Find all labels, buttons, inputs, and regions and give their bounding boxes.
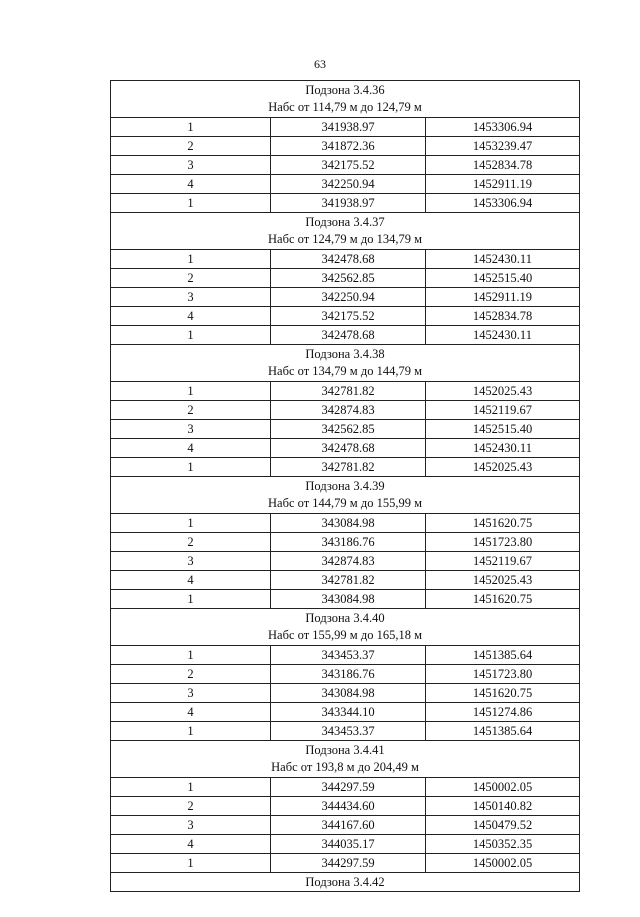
x-coordinate-cell: 343084.98 <box>271 590 426 609</box>
x-coordinate-cell: 342478.68 <box>271 250 426 269</box>
point-number-cell: 1 <box>111 326 271 345</box>
point-number-cell: 2 <box>111 269 271 288</box>
x-coordinate-cell: 344167.60 <box>271 816 426 835</box>
x-coordinate-cell: 343084.98 <box>271 684 426 703</box>
zone-header-row <box>111 609 580 646</box>
zone-height-range: Набс от 114,79 м до 124,79 м <box>268 100 422 114</box>
point-number-cell: 1 <box>111 382 271 401</box>
y-coordinate-cell: 1451723.80 <box>426 665 580 684</box>
table-row <box>111 684 580 703</box>
zone-header <box>111 81 580 118</box>
y-coordinate-cell: 1453239.47 <box>426 137 580 156</box>
table-row <box>111 665 580 684</box>
y-coordinate-cell: 1452025.43 <box>426 382 580 401</box>
point-number-cell: 1 <box>111 250 271 269</box>
zone-header <box>111 345 580 382</box>
table-row <box>111 250 580 269</box>
x-coordinate-cell: 341938.97 <box>271 118 426 137</box>
point-number-cell: 1 <box>111 118 271 137</box>
point-number-cell: 1 <box>111 194 271 213</box>
table-row <box>111 778 580 797</box>
x-coordinate-cell: 342562.85 <box>271 420 426 439</box>
point-number-cell: 1 <box>111 458 271 477</box>
table-row <box>111 722 580 741</box>
point-number-cell: 4 <box>111 835 271 854</box>
point-number-cell: 1 <box>111 590 271 609</box>
table-row <box>111 646 580 665</box>
y-coordinate-cell: 1451723.80 <box>426 533 580 552</box>
table-row <box>111 118 580 137</box>
x-coordinate-cell: 342874.83 <box>271 552 426 571</box>
x-coordinate-cell: 344297.59 <box>271 854 426 873</box>
x-coordinate-cell: 342250.94 <box>271 175 426 194</box>
y-coordinate-cell: 1450140.82 <box>426 797 580 816</box>
y-coordinate-cell: 1452430.11 <box>426 326 580 345</box>
y-coordinate-cell: 1452430.11 <box>426 439 580 458</box>
y-coordinate-cell: 1452515.40 <box>426 420 580 439</box>
y-coordinate-cell: 1451620.75 <box>426 684 580 703</box>
table-row <box>111 175 580 194</box>
y-coordinate-cell: 1452911.19 <box>426 288 580 307</box>
x-coordinate-cell: 342175.52 <box>271 307 426 326</box>
y-coordinate-cell: 1452911.19 <box>426 175 580 194</box>
y-coordinate-cell: 1453306.94 <box>426 118 580 137</box>
table-row <box>111 703 580 722</box>
y-coordinate-cell: 1452025.43 <box>426 571 580 590</box>
y-coordinate-cell: 1452834.78 <box>426 307 580 326</box>
table-row <box>111 514 580 533</box>
point-number-cell: 2 <box>111 401 271 420</box>
table-row <box>111 307 580 326</box>
page-number: 63 <box>314 57 326 71</box>
table-row <box>111 458 580 477</box>
x-coordinate-cell: 342175.52 <box>271 156 426 175</box>
point-number-cell: 4 <box>111 307 271 326</box>
point-number-cell: 1 <box>111 646 271 665</box>
y-coordinate-cell: 1451620.75 <box>426 514 580 533</box>
point-number-cell: 2 <box>111 797 271 816</box>
x-coordinate-cell: 344297.59 <box>271 778 426 797</box>
point-number-cell: 1 <box>111 778 271 797</box>
zone-height-range: Набс от 155,99 м до 165,18 м <box>268 628 422 642</box>
zone-title: Подзона 3.4.42 <box>305 874 385 889</box>
table-row <box>111 156 580 175</box>
x-coordinate-cell: 341938.97 <box>271 194 426 213</box>
table-row <box>111 835 580 854</box>
coordinates-table <box>110 80 580 892</box>
zone-header-row <box>111 741 580 778</box>
zone-title: Подзона 3.4.41 <box>305 743 385 757</box>
y-coordinate-cell: 1452834.78 <box>426 156 580 175</box>
zone-header-row <box>111 81 580 118</box>
y-coordinate-cell: 1452430.11 <box>426 250 580 269</box>
table-row <box>111 194 580 213</box>
point-number-cell: 4 <box>111 439 271 458</box>
y-coordinate-cell: 1453306.94 <box>426 194 580 213</box>
point-number-cell: 4 <box>111 703 271 722</box>
table-row <box>111 571 580 590</box>
x-coordinate-cell: 344035.17 <box>271 835 426 854</box>
y-coordinate-cell: 1451385.64 <box>426 646 580 665</box>
zone-title: Подзона 3.4.36 <box>305 83 385 97</box>
zone-title: Подзона 3.4.38 <box>305 347 385 361</box>
x-coordinate-cell: 343453.37 <box>271 722 426 741</box>
y-coordinate-cell: 1452515.40 <box>426 269 580 288</box>
x-coordinate-cell: 342781.82 <box>271 382 426 401</box>
table-row <box>111 288 580 307</box>
table-row <box>111 439 580 458</box>
zone-height-range: Набс от 144,79 м до 155,99 м <box>268 496 422 510</box>
table-row <box>111 816 580 835</box>
x-coordinate-cell: 343453.37 <box>271 646 426 665</box>
zone-header-row <box>111 213 580 250</box>
point-number-cell: 1 <box>111 854 271 873</box>
y-coordinate-cell: 1452119.67 <box>426 401 580 420</box>
zone-title: Подзона 3.4.39 <box>305 479 385 493</box>
point-number-cell: 2 <box>111 665 271 684</box>
zone-title: Подзона 3.4.40 <box>305 611 385 625</box>
zone-header-row <box>111 345 580 382</box>
zone-header <box>111 609 580 646</box>
y-coordinate-cell: 1451385.64 <box>426 722 580 741</box>
y-coordinate-cell: 1450002.05 <box>426 854 580 873</box>
table-row <box>111 797 580 816</box>
table-row <box>111 137 580 156</box>
table-row <box>111 326 580 345</box>
y-coordinate-cell: 1450352.35 <box>426 835 580 854</box>
table-row <box>111 533 580 552</box>
x-coordinate-cell: 343186.76 <box>271 665 426 684</box>
coordinates-table-body <box>111 81 580 892</box>
zone-height-range: Набс от 193,8 м до 204,49 м <box>271 760 419 774</box>
point-number-cell: 2 <box>111 533 271 552</box>
table-row <box>111 552 580 571</box>
zone-header <box>111 477 580 514</box>
point-number-cell: 2 <box>111 137 271 156</box>
table-row <box>111 590 580 609</box>
point-number-cell: 1 <box>111 514 271 533</box>
x-coordinate-cell: 342781.82 <box>271 458 426 477</box>
point-number-cell: 3 <box>111 156 271 175</box>
zone-header-row <box>111 477 580 514</box>
zone-header <box>111 873 580 892</box>
point-number-cell: 3 <box>111 288 271 307</box>
y-coordinate-cell: 1450479.52 <box>426 816 580 835</box>
zone-height-range: Набс от 124,79 м до 134,79 м <box>268 232 422 246</box>
zone-header <box>111 213 580 250</box>
x-coordinate-cell: 343084.98 <box>271 514 426 533</box>
y-coordinate-cell: 1451620.75 <box>426 590 580 609</box>
y-coordinate-cell: 1452119.67 <box>426 552 580 571</box>
y-coordinate-cell: 1450002.05 <box>426 778 580 797</box>
x-coordinate-cell: 342478.68 <box>271 439 426 458</box>
x-coordinate-cell: 342562.85 <box>271 269 426 288</box>
table-row <box>111 854 580 873</box>
table-row <box>111 401 580 420</box>
x-coordinate-cell: 342478.68 <box>271 326 426 345</box>
zone-header <box>111 741 580 778</box>
zone-header-row <box>111 873 580 892</box>
y-coordinate-cell: 1451274.86 <box>426 703 580 722</box>
x-coordinate-cell: 342874.83 <box>271 401 426 420</box>
point-number-cell: 4 <box>111 571 271 590</box>
x-coordinate-cell: 344434.60 <box>271 797 426 816</box>
x-coordinate-cell: 342781.82 <box>271 571 426 590</box>
y-coordinate-cell: 1452025.43 <box>426 458 580 477</box>
x-coordinate-cell: 343344.10 <box>271 703 426 722</box>
point-number-cell: 3 <box>111 552 271 571</box>
table-row <box>111 420 580 439</box>
table-row <box>111 269 580 288</box>
point-number-cell: 3 <box>111 816 271 835</box>
x-coordinate-cell: 343186.76 <box>271 533 426 552</box>
zone-title: Подзона 3.4.37 <box>305 215 385 229</box>
point-number-cell: 3 <box>111 684 271 703</box>
x-coordinate-cell: 342250.94 <box>271 288 426 307</box>
zone-height-range: Набс от 134,79 м до 144,79 м <box>268 364 422 378</box>
point-number-cell: 3 <box>111 420 271 439</box>
table-row <box>111 382 580 401</box>
point-number-cell: 1 <box>111 722 271 741</box>
x-coordinate-cell: 341872.36 <box>271 137 426 156</box>
point-number-cell: 4 <box>111 175 271 194</box>
